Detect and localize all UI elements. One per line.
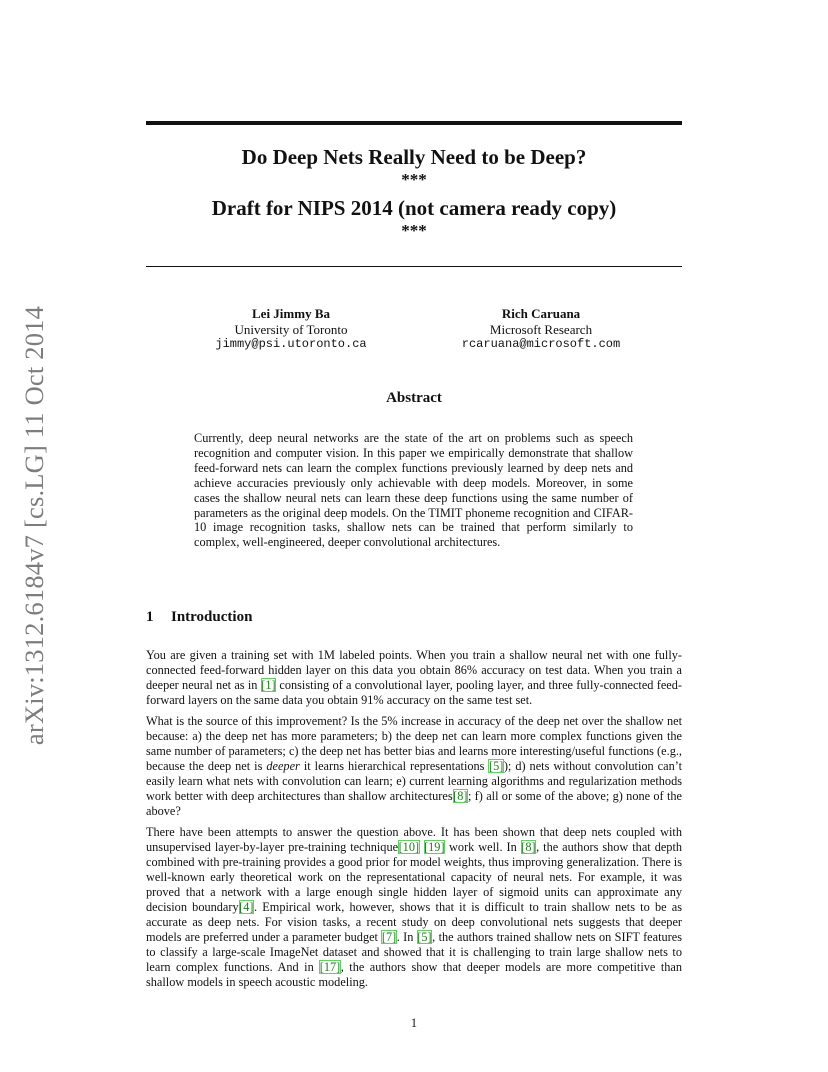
citation-link[interactable]: [7] xyxy=(381,930,397,944)
section-number: 1 xyxy=(146,609,154,625)
text-run: You are given a training set with 1M labeled points. When you train a shallow neural net with one fully-connected feed-forward hidden layer on this data you obtain 86% accuracy on test data. When you train a deeper neural net as in xyxy=(146,648,682,692)
paragraph-3 xyxy=(146,825,682,990)
author-2 xyxy=(426,306,656,353)
citation-link[interactable]: [1] xyxy=(261,678,276,692)
author-name: Lei Jimmy Ba xyxy=(252,306,330,321)
draft-notice: Draft for NIPS 2014 (not camera ready copy) xyxy=(211,196,617,220)
paragraph-1 xyxy=(146,648,682,708)
citation-link[interactable]: [8] xyxy=(453,789,468,803)
arxiv-stamp xyxy=(19,298,50,753)
citation-link[interactable]: [17] xyxy=(319,960,341,974)
text-run: it learns hierarchical representations xyxy=(299,759,489,773)
citation-link[interactable]: [5] xyxy=(417,930,432,944)
text-run: consisting of a convolutional layer, pooling layer, and three fully-connected feed-forward layers on the same data you obtain 91% accuracy on the same test set. xyxy=(146,678,682,707)
text-run: , the authors trained shallow nets on SIFT features to classify a large-scale ImageNet dataset and showed that it is challenging to train large shallow nets to learn complex functions. And in xyxy=(146,930,682,974)
author-affiliation: University of Toronto xyxy=(234,321,348,337)
author-1 xyxy=(186,306,396,353)
text-run: . In xyxy=(396,930,417,944)
title-stars-2: *** xyxy=(401,221,427,240)
text-run: ; f) all or some of the above; g) none of the above? xyxy=(146,789,682,818)
author-name: Rich Caruana xyxy=(501,306,581,321)
page-number: 1 xyxy=(410,1016,418,1030)
title-stars-1: *** xyxy=(401,170,427,189)
author-email: jimmy@psi.utoronto.ca xyxy=(215,337,367,351)
title-bottom-rule xyxy=(146,266,682,267)
section-title: Introduction xyxy=(171,609,253,625)
text-run: , the authors show that deeper models are more competitive than shallow models in speech acoustic modeling. xyxy=(146,960,682,989)
citation-link[interactable]: [8] xyxy=(521,840,536,854)
citation-link[interactable]: [10] xyxy=(398,840,420,854)
title-block xyxy=(146,144,682,246)
citation-link[interactable]: [5] xyxy=(488,759,504,773)
paper-title: Do Deep Nets Really Need to be Deep? xyxy=(241,145,587,169)
author-affiliation: Microsoft Research xyxy=(489,321,593,337)
text-run: There have been attempts to answer the question above. It has been shown that deep nets coupled with unsupervised layer-by-layer pre-training technique xyxy=(146,825,682,854)
paragraph-2 xyxy=(146,714,682,819)
author-email: rcaruana@microsoft.com xyxy=(461,337,621,351)
text-run: work well. In xyxy=(445,840,521,854)
introduction-body xyxy=(146,648,682,996)
abstract-text: Currently, deep neural networks are the state of the art on problems such as speech recognition and computer vision. In this paper we empirically demonstrate that shallow feed-forward nets can learn the complex functions previously learned by deep nets and achieve accuracies previously only achievable with deep models. Moreover, in some cases the shallow neural nets can learn these deep functions using the same number of parameters as the original deep models. On the TIMIT phoneme recognition and CIFAR-10 image recognition tasks, shallow nets can be trained that perform similarly to complex, well-engineered, deeper convolutional architectures. xyxy=(194,431,633,550)
abstract-heading: Abstract xyxy=(386,390,442,406)
text-run: . Empirical work, however, shows that it is difficult to train shallow nets to be as accurate as deep nets. For vision tasks, a recent study on deep convolutional nets suggests that deeper models are preferred under a parameter budget xyxy=(146,900,682,944)
author-block xyxy=(146,306,682,354)
text-run: What is the source of this improvement? Is the 5% increase in accuracy of the deep net over the shallow net because: a) the deep net has more parameters; b) the deep net can learn more complex functions given the same number of parameters; c) the deep net has better bias and learns more interesting/useful functions (e.g., because the deep net is xyxy=(146,714,682,773)
text-run xyxy=(420,840,424,854)
title-top-rule xyxy=(146,121,682,125)
citation-link[interactable]: [4] xyxy=(239,900,254,914)
emphasis: deeper xyxy=(266,759,300,773)
arxiv-id: arXiv:1312.6184v7 [cs.LG] 11 Oct 2014 xyxy=(19,305,50,746)
citation-link[interactable]: [19] xyxy=(424,840,445,854)
text-run: ); d) nets without convolution can’t easily learn what nets with convolution can learn; e) current learning algorithms and regularization methods work better with deep architectures than shallow architectures xyxy=(146,759,683,803)
section-heading xyxy=(146,608,252,626)
text-run: , the authors show that depth combined with pre-training provides a good prior for model weights, thus improving generalization. There is well-known early theoretical work on the representational capacity of neural nets. For example, it was proved that a network with a large enough single hidden layer of sigmoid units can approximate any decision boundary xyxy=(146,840,683,914)
